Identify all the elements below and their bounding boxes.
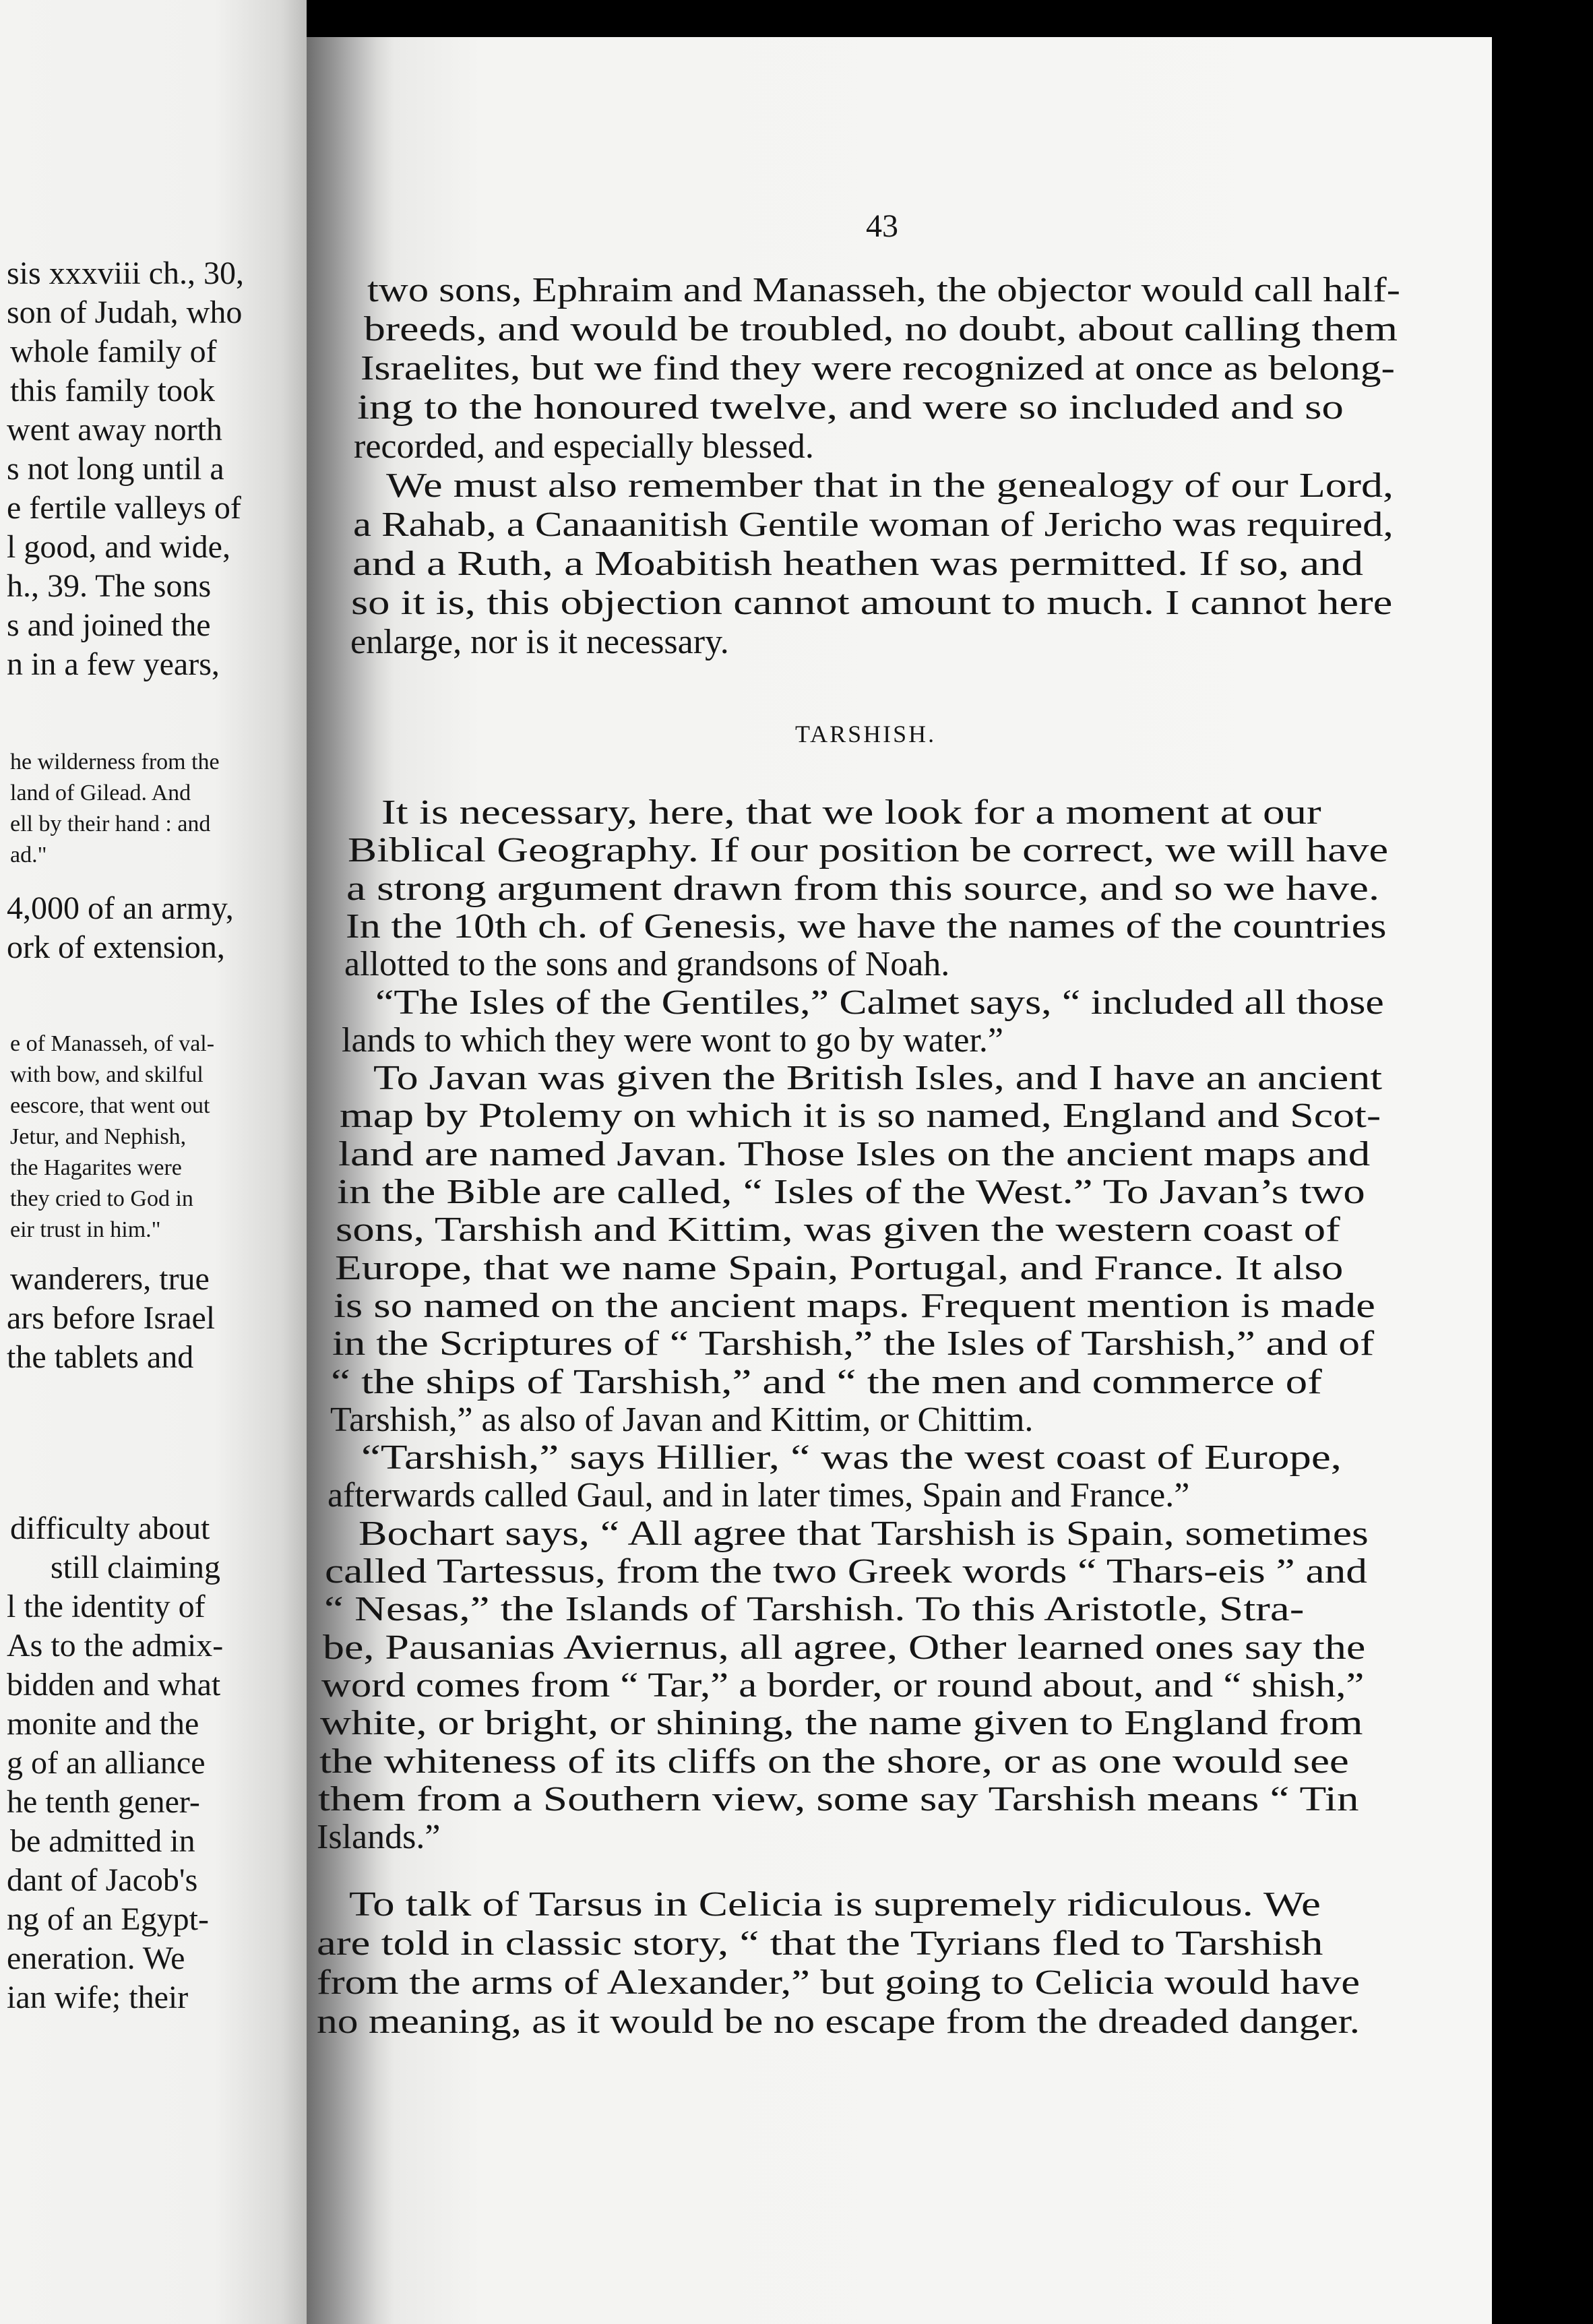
left-page-line: h., 39. The sons (7, 568, 212, 604)
left-page-line: still claiming (51, 1550, 220, 1585)
left-page-line: whole family of (10, 334, 217, 369)
left-page-quote-line: eescore, that went out (10, 1093, 210, 1118)
text-line: To talk of Tarsus in Celicia is supremely ridiculous. We (349, 1885, 1321, 1924)
left-page-quote-line: he wilderness from the (10, 750, 220, 774)
text-line: Israelites, but we find they were recognized at once as belong- (361, 349, 1396, 388)
previous-page (0, 0, 307, 2324)
text-line: lands to which they were wont to go by water.” (342, 1021, 1003, 1060)
left-page-line: ian wife; their (7, 1980, 189, 2015)
text-line: in the Bible are called, “ Isles of the West.” To Javan’s two (337, 1173, 1365, 1211)
text-line: is so named on the ancient maps. Frequent mention is made (334, 1287, 1375, 1325)
text-line: from the arms of Alexander,” but going to Celicia would have (317, 1963, 1361, 2002)
text-line: Islands.” (317, 1818, 441, 1856)
section-heading: TARSHISH. (795, 721, 937, 747)
left-page-line: sis xxxviii ch., 30, (7, 255, 245, 291)
text-line: map by Ptolemy on which it is so named, England and Scot- (340, 1097, 1381, 1135)
text-line: word comes from “ Tar,” a border, or round about, and “ shish,” (321, 1666, 1365, 1705)
left-page-line: ars before Israel (7, 1300, 216, 1336)
left-page-quote-line: they cried to God in (10, 1186, 193, 1211)
text-line: land are named Javan. Those Isles on the ancient maps and (338, 1135, 1371, 1173)
text-line: a Rahab, a Canaanitish Gentile woman of Jericho was required, (353, 506, 1394, 544)
text-line: Biblical Geography. If our position be correct, we will have (348, 831, 1389, 869)
text-line: ing to the honoured twelve, and were so included and so (357, 388, 1344, 427)
text-line: so it is, this objection cannot amount to much. I cannot here (351, 584, 1393, 622)
text-line: Bochart says, “ All agree that Tarshish is Spain, sometimes (358, 1515, 1369, 1553)
text-line: “ Nesas,” the Islands of Tarshish. To this Aristotle, Stra- (324, 1590, 1305, 1628)
left-page-quote-line: the Hagarites were (10, 1155, 182, 1180)
text-line: Tarshish,” as also of Javan and Kittim, or Chittim. (330, 1401, 1034, 1439)
left-page-line: the tablets and (7, 1339, 194, 1375)
left-page-line: s not long until a (7, 451, 224, 487)
text-line: them from a Southern view, some say Tarshish means “ Tin (318, 1780, 1359, 1818)
text-line: afterwards called Gaul, and in later times, Spain and France.” (327, 1476, 1190, 1515)
left-page-line: son of Judah, who (7, 295, 243, 330)
text-line: breeds, and would be troubled, no doubt, about calling them (364, 310, 1398, 348)
text-line: the whiteness of its cliffs on the shore, or as one would see (319, 1742, 1349, 1781)
text-line: are told in classic story, “ that the Tyrians fled to Tarshish (317, 1924, 1323, 1963)
text-line: sons, Tarshish and Kittim, was given the western coast of (336, 1211, 1340, 1249)
left-page-line: bidden and what (7, 1667, 221, 1703)
left-page-line: be admitted in (10, 1823, 195, 1859)
left-page-line: monite and the (7, 1706, 199, 1742)
left-page-line: 4,000 of an army, (7, 890, 234, 926)
left-page-line: went away north (7, 412, 222, 448)
text-line: and a Ruth, a Moabitish heathen was permitted. If so, and (352, 545, 1364, 583)
scan-border-right (1492, 0, 1593, 2324)
text-line: It is necessary, here, that we look for a moment at our (381, 793, 1321, 832)
text-line: two sons, Ephraim and Manasseh, the objector would call half- (367, 271, 1400, 309)
left-page-quote-line: with bow, and skilful (10, 1062, 204, 1087)
text-line: no meaning, as it would be no escape from the dreaded danger. (317, 2002, 1361, 2041)
text-line: We must also remember that in the genealogy of our Lord, (386, 466, 1394, 505)
left-page-line: As to the admix- (7, 1628, 224, 1663)
text-line: “ the ships of Tarshish,” and “ the men and commerce of (331, 1363, 1322, 1401)
left-page-line: e fertile valleys of (7, 490, 241, 526)
page-number: 43 (866, 208, 898, 244)
text-line: allotted to the sons and grandsons of Noah. (344, 945, 950, 983)
text-line: white, or bright, or shining, the name given to England from (320, 1704, 1363, 1742)
text-line: a strong argument drawn from this source, and so we have. (346, 869, 1380, 908)
text-line: In the 10th ch. of Genesis, we have the names of the countries (346, 907, 1387, 946)
left-page-line: this family took (10, 373, 215, 408)
left-page-line: n in a few years, (7, 646, 220, 682)
left-page-line: eneration. We (7, 1940, 185, 1976)
text-line: “Tarshish,” says Hillier, “ was the west coast of Europe, (361, 1438, 1342, 1477)
left-page-line: l good, and wide, (7, 529, 230, 565)
left-page-quote-line: eir trust in him." (10, 1217, 161, 1242)
text-line: enlarge, nor is it necessary. (350, 623, 729, 661)
left-page-line: l the identity of (7, 1589, 206, 1624)
left-page-line: ng of an Egypt- (7, 1901, 209, 1937)
left-page-line: ork of extension, (7, 929, 225, 965)
left-page-line: s and joined the (7, 607, 211, 643)
left-page-line: g of an alliance (7, 1745, 206, 1781)
text-line: Europe, that we name Spain, Portugal, and France. It also (335, 1249, 1344, 1287)
text-line: called Tartessus, from the two Greek words “ Thars-eis ” and (325, 1552, 1367, 1591)
left-page-quote-line: Jetur, and Nephish, (10, 1124, 187, 1149)
left-page-line: dant of Jacob's (7, 1862, 198, 1898)
left-page-quote-line: ell by their hand : and (10, 812, 211, 836)
text-line: To Javan was given the British Isles, and I have an ancient (373, 1059, 1383, 1097)
left-page-line: he tenth gener- (7, 1784, 200, 1820)
left-page-line: difficulty about (10, 1510, 210, 1546)
text-line: recorded, and especially blessed. (354, 427, 814, 466)
text-line: in the Scriptures of “ Tarshish,” the Isles of Tarshish,” and of (332, 1324, 1375, 1363)
text-line: be, Pausanias Aviernus, all agree, Other learned ones say the (323, 1628, 1366, 1667)
text-line: “The Isles of the Gentiles,” Calmet says, “ included all those (375, 983, 1384, 1022)
left-page-quote-line: land of Gilead. And (10, 781, 191, 805)
left-page-quote-line: e of Manasseh, of val- (10, 1031, 215, 1056)
left-page-quote-line: ad." (10, 843, 47, 867)
left-page-line: wanderers, true (10, 1261, 210, 1297)
